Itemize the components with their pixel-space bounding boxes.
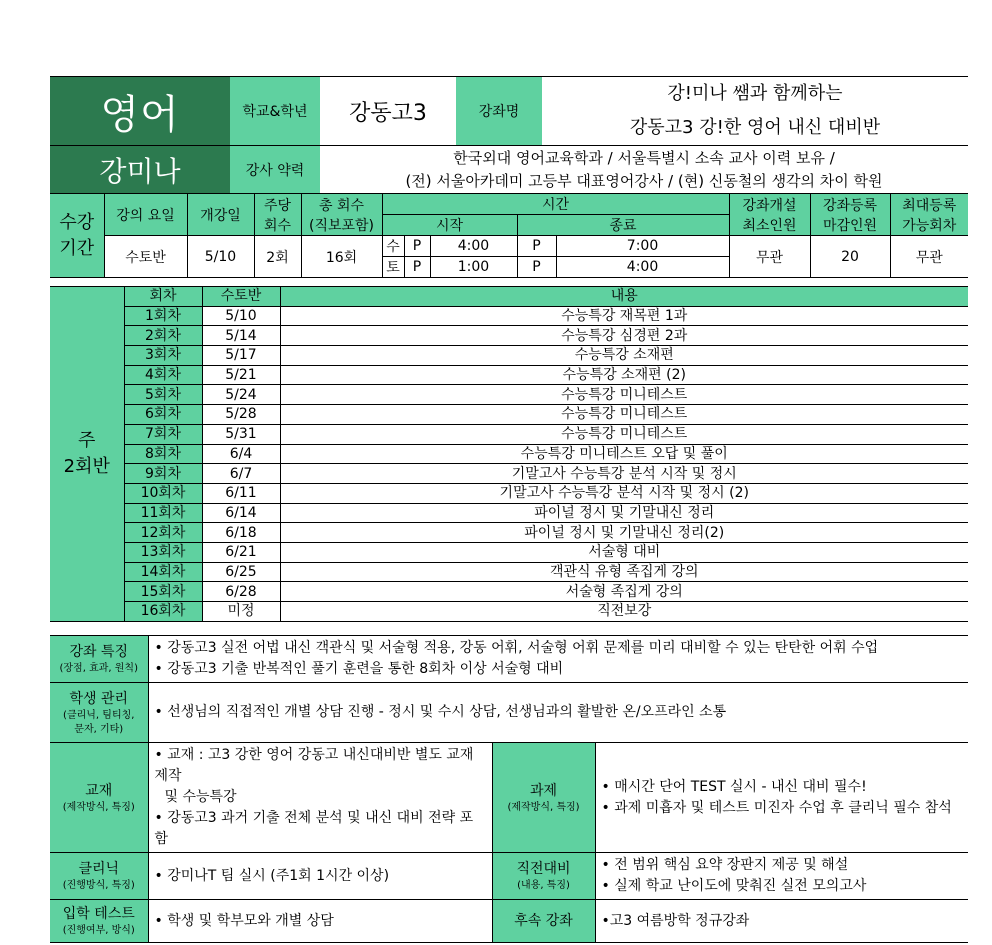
row1-start-ampm: P [404,236,430,257]
course-name-line2: 강동고3 강!한 영어 내신 대비반 [629,117,881,138]
session-row [50,365,968,385]
profile-line2: (전) 서울아카데미 고등부 대표영어강사 / (현) 신동철의 생각의 차이 학원 [405,171,883,190]
weekly-value: 2회 [254,236,301,278]
session-no: 9회차 [124,464,202,484]
row2-start: 1:00 [430,257,517,278]
col-time-start: 시작 [382,215,517,236]
sessions-table [50,286,968,622]
details-table [50,635,968,943]
session-no: 7회차 [124,424,202,444]
row2-day: 토 [382,257,404,278]
min-people-value: 무관 [729,236,810,278]
session-date: 5/21 [202,365,280,385]
session-no: 12회차 [124,523,202,543]
col-start-date: 개강일 [187,194,254,236]
profile-line1: 한국외대 영어교육학과 / 서울특별시 소속 교사 이력 보유 / [453,148,835,167]
col-weekly: 주당 회수 [254,194,301,236]
follow-up-label: 후속 강좌 [492,900,595,943]
row1-end-ampm: P [517,236,556,257]
session-row [50,385,968,405]
material-content: • 교재 : 고3 강한 영어 강동고 내신대비반 별도 교재 제작 및 수능특강 • 강동고3 과거 기출 전체 분석 및 내신 대비 전략 포함 [148,743,492,853]
session-date: 6/7 [202,464,280,484]
homework-label: 과제 (제작방식, 특징) [492,743,595,853]
course-name-label: 강좌명 [456,77,542,146]
session-content: 수능특강 재목편 1과 [280,306,968,326]
col-deadline: 강좌등록 마감인원 [810,194,890,236]
session-date: 6/28 [202,582,280,602]
session-row [50,424,968,444]
management-label: 학생 관리 (클리닉, 팀티칭, 문자, 기타) [50,683,148,743]
col-total: 총 회수 (직보포함) [301,194,382,236]
session-no: 3회차 [124,346,202,366]
session-content: 수능특강 소재편 (2) [280,365,968,385]
day-value: 수토반 [104,236,187,278]
session-content: 수능특강 심경편 2과 [280,326,968,346]
entry-test-content: • 학생 및 학부모와 개별 상담 [148,900,492,943]
session-row [50,444,968,464]
row2-end-ampm: P [517,257,556,278]
clinic-label: 클리닉 (진행방식, 특징) [50,853,148,900]
row2-end: 4:00 [556,257,729,278]
subject-title: 영어 [50,77,230,146]
session-date: 미정 [202,602,280,622]
session-content: 기말고사 수능특강 분석 시작 및 정시 [280,464,968,484]
session-content: 객관식 유형 족집게 강의 [280,562,968,582]
session-date: 5/17 [202,346,280,366]
deadline-value: 20 [810,236,890,278]
session-content: 파이널 정시 및 기말내신 정리(2) [280,523,968,543]
session-no: 2회차 [124,326,202,346]
session-date: 6/4 [202,444,280,464]
follow-up-content: •고3 여름방학 정규강좌 [595,900,968,943]
session-date: 6/11 [202,483,280,503]
session-date: 6/25 [202,562,280,582]
school-label: 학교&학년 [230,77,320,146]
session-no: 14회차 [124,562,202,582]
session-no: 15회차 [124,582,202,602]
session-content: 수능특강 미니테스트 [280,385,968,405]
period-label: 수강 기간 [50,194,104,278]
max-sessions-value: 무관 [890,236,968,278]
session-row [50,464,968,484]
course-name [542,77,968,146]
session-no: 13회차 [124,542,202,562]
col-session-no: 회차 [124,287,202,307]
session-no: 10회차 [124,483,202,503]
school-value: 강동고3 [320,77,456,146]
session-row [50,542,968,562]
session-date: 5/24 [202,385,280,405]
course-name-line1: 강!미나 쌤과 함께하는 [667,83,843,104]
start-date-value: 5/10 [187,236,254,278]
col-session-date: 수토반 [202,287,280,307]
col-time: 시간 [382,194,729,215]
session-content: 기말고사 수능특강 분석 시작 및 정시 (2) [280,483,968,503]
session-row [50,602,968,622]
course-header-table [50,76,968,194]
session-no: 5회차 [124,385,202,405]
session-no: 6회차 [124,405,202,425]
session-date: 5/14 [202,326,280,346]
row2-start-ampm: P [404,257,430,278]
homework-content: • 매시간 단어 TEST 실시 - 내신 대비 필수! • 과제 미흡자 및 테스트 미진자 수업 후 클리닉 필수 참석 [595,743,968,853]
session-no: 8회차 [124,444,202,464]
session-content: 직전보강 [280,602,968,622]
clinic-content: • 강미나T 팀 실시 (주1회 1시간 이상) [148,853,492,900]
session-date: 6/21 [202,542,280,562]
teacher-profile [320,146,968,194]
col-day: 강의 요일 [104,194,187,236]
session-content: 수능특강 미니테스트 [280,405,968,425]
session-no: 4회차 [124,365,202,385]
session-row [50,582,968,602]
session-content: 수능특강 미니테스트 [280,424,968,444]
session-date: 5/10 [202,306,280,326]
session-row [50,523,968,543]
session-row [50,346,968,366]
session-content: 수능특강 미니테스트 오답 및 풀이 [280,444,968,464]
session-content: 파이널 정시 및 기말내신 정리 [280,503,968,523]
session-no: 1회차 [124,306,202,326]
session-no: 11회차 [124,503,202,523]
session-date: 5/31 [202,424,280,444]
session-row [50,503,968,523]
session-row [50,306,968,326]
session-row [50,405,968,425]
session-row [50,483,968,503]
material-label: 교재 (제작방식, 특징) [50,743,148,853]
week-label: 주 2회반 [50,287,124,622]
session-content: 서술형 족집게 강의 [280,582,968,602]
session-content: 수능특강 소재편 [280,346,968,366]
profile-label: 강사 약력 [230,146,320,194]
row1-day: 수 [382,236,404,257]
session-content: 서술형 대비 [280,542,968,562]
col-max-sessions: 최대등록 가능회차 [890,194,968,236]
schedule-table [50,193,968,278]
management-content: • 선생님의 직접적인 개별 상담 진행 - 정시 및 수시 상담, 선생님과의 활발한 온/오프라인 소통 [148,683,968,743]
col-time-end: 종료 [517,215,729,236]
teacher-name: 강미나 [50,146,230,194]
session-date: 6/18 [202,523,280,543]
total-value: 16회 [301,236,382,278]
features-content: • 강동고3 실전 어법 내신 객관식 및 서술형 적용, 강동 어휘, 서술형 어휘 문제를 미리 대비할 수 있는 탄탄한 어휘 수업 • 강동고3 기출 반복적인 풀기 훈련을 통한 8회차 이상 서술형 대비 [148,636,968,683]
final-prep-label: 직전대비 (내용, 특징) [492,853,595,900]
entry-test-label: 입학 테스트 (진행여부, 방식) [50,900,148,943]
features-label: 강좌 특징 (장점, 효과, 원칙) [50,636,148,683]
session-row [50,326,968,346]
col-min-people: 강좌개설 최소인원 [729,194,810,236]
row1-start: 4:00 [430,236,517,257]
row1-end: 7:00 [556,236,729,257]
session-date: 6/14 [202,503,280,523]
session-date: 5/28 [202,405,280,425]
session-row [50,562,968,582]
final-prep-content: • 전 범위 핵심 요약 장판지 제공 및 해설 • 실제 학교 난이도에 맞춰진 실전 모의고사 [595,853,968,900]
col-session-content: 내용 [280,287,968,307]
session-no: 16회차 [124,602,202,622]
